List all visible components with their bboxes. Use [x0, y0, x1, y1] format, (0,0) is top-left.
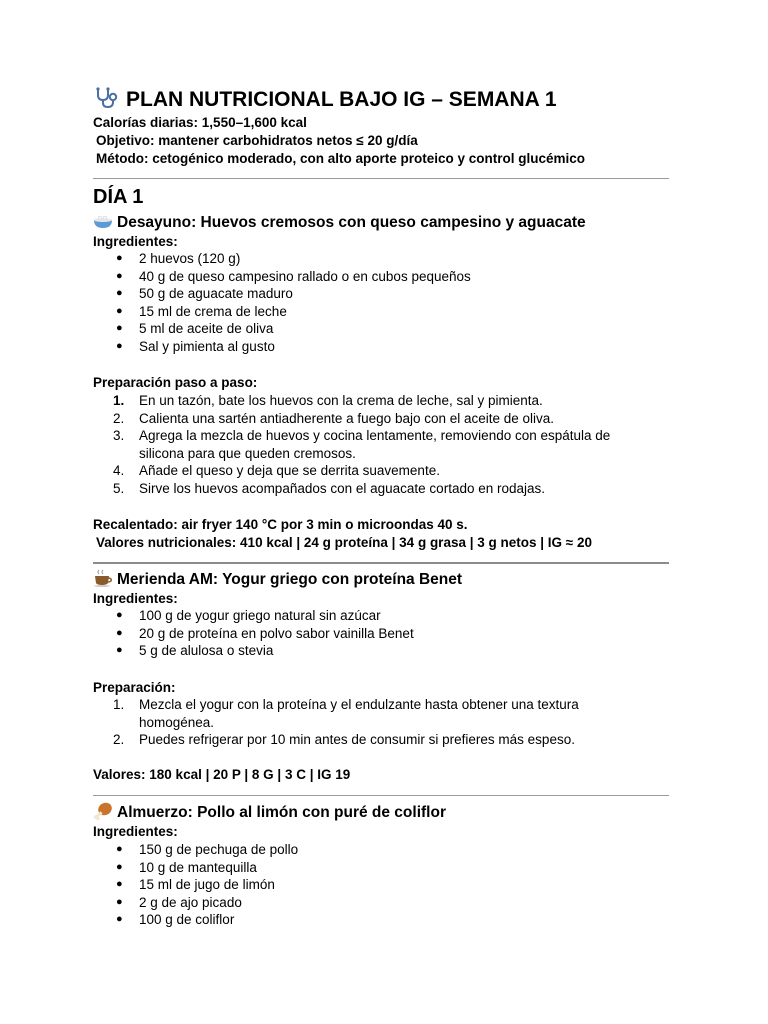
list-item: 4. Añade el queso y deja que se derrita suavemente.: [113, 463, 440, 479]
page-title-text: PLAN NUTRICIONAL BAJO IG – SEMANA 1: [126, 88, 557, 111]
divider: [93, 178, 669, 179]
breakfast-ingredients-list: [0, 250, 659, 356]
breakfast-reheat: Recalentado: air fryer 140 °C por 3 min o microondas 40 s.: [93, 517, 468, 532]
snack-prep-label: Preparación:: [93, 680, 176, 695]
day-title: DÍA 1: [93, 186, 144, 208]
breakfast-prep-label: Preparación paso a paso:: [93, 375, 258, 390]
list-item: ● 2 huevos (120 g): [116, 251, 241, 266]
objective: Objetivo: mantener carbohidratos netos ≤ 20 g/día: [96, 133, 418, 148]
snack-title-text: Merienda AM: Yogur griego con proteína Benet: [117, 571, 463, 588]
divider: [93, 562, 669, 564]
list-item: ● 100 g de coliflor: [116, 912, 235, 928]
daily-calories: Calorías diarias: 1,550–1,600 kcal: [93, 115, 307, 130]
list-item: 1. Mezcla el yogur con la proteína y el endulzante hasta obtener una textura homogénea.: [113, 697, 579, 730]
snack-steps-list: [0, 696, 659, 749]
lunch-title-text: Almuerzo: Pollo al limón con puré de coliflor: [117, 804, 446, 821]
lunch-ingredients-list: [0, 841, 659, 929]
list-item: 3. Agrega la mezcla de huevos y cocina lentamente, removiendo con espátula de silicona para que queden cremosos.: [113, 428, 611, 461]
snack-ingredients-label: Ingredientes:: [93, 591, 178, 606]
list-item: ● 15 ml de crema de leche: [116, 303, 287, 319]
lunch-title: [93, 802, 446, 823]
snack-ingredients-list: [0, 607, 659, 660]
coffee-cup-icon: [93, 569, 113, 587]
list-item: 2. Calienta una sartén antiadherente a fuego bajo con el aceite de oliva.: [113, 410, 555, 426]
list-item: ● 15 ml de jugo de limón: [116, 877, 275, 893]
lunch-ingredients-label: Ingredientes:: [93, 824, 178, 839]
list-item: ● 150 g de pechuga de pollo: [116, 842, 299, 857]
breakfast-nutrition: Valores nutricionales: 410 kcal | 24 g proteína | 34 g grasa | 3 g netos | IG ≈ 20: [96, 535, 592, 550]
list-item: ● 40 g de queso campesino rallado o en cubos pequeños: [116, 268, 471, 284]
list-item: ● 20 g de proteína en polvo sabor vainilla Benet: [116, 625, 414, 641]
list-item: 1. En un tazón, bate los huevos con la crema de leche, sal y pimienta.: [113, 393, 543, 408]
breakfast-title-text: Desayuno: Huevos cremosos con queso campesino y aguacate: [117, 214, 586, 231]
breakfast-ingredients-label: Ingredientes:: [93, 234, 178, 249]
list-item: ● 10 g de mantequilla: [116, 859, 257, 875]
list-item: ● 2 g de ajo picado: [116, 894, 242, 910]
breakfast-title: [93, 212, 586, 233]
list-item: ● 100 g de yogur griego natural sin azúcar: [116, 608, 381, 623]
method: Método: cetogénico moderado, con alto aporte proteico y control glucémico: [96, 151, 586, 166]
list-item: ● 5 ml de aceite de oliva: [116, 321, 274, 337]
snack-nutrition: Valores: 180 kcal | 20 P | 8 G | 3 C | IG 19: [93, 767, 351, 782]
list-item: 5. Sirve los huevos acompañados con el aguacate cortado en rodajas.: [113, 480, 546, 496]
snack-title: [93, 569, 462, 590]
page-title: [93, 87, 557, 113]
bowl-icon: [93, 212, 113, 230]
breakfast-steps-list: [0, 392, 659, 498]
list-item: ● 50 g de aguacate maduro: [116, 286, 293, 302]
list-item: ● Sal y pimienta al gusto: [116, 338, 275, 354]
list-item: ● 5 g de alulosa o stevia: [116, 643, 274, 659]
list-item: 2. Puedes refrigerar por 10 min antes de consumir si prefieres más espeso.: [113, 732, 575, 748]
stethoscope-icon: [93, 87, 119, 109]
divider: [93, 795, 669, 796]
chicken-leg-icon: [93, 802, 113, 820]
